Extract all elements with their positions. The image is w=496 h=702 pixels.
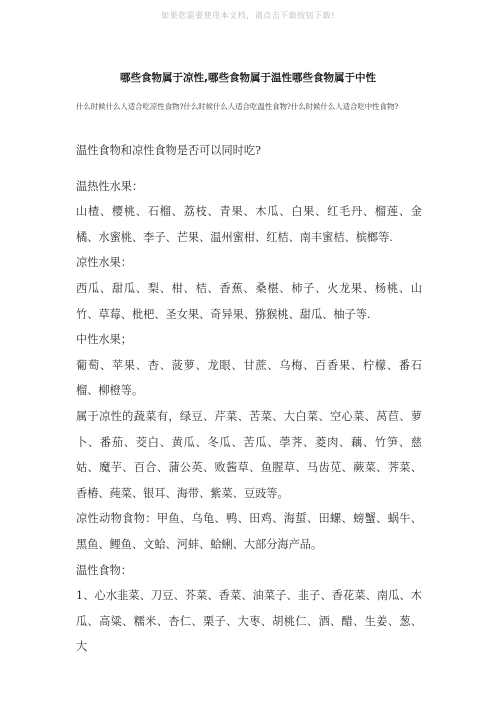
section-paragraph: 1、心水韭菜、刀豆、芥菜、香菜、油菜子、韭子、香花菜、南瓜、木瓜、高粱、糯米、杏仁、栗子、大枣、胡桃仁、酒、醋、生姜、葱、大 [76,589,422,654]
section-heading: 温热性水果： [76,179,144,193]
section-paragraph: 属于凉性的蔬菜有，绿豆、芹菜、苦菜、大白菜、空心菜、莴苣、萝卜、番茄、茭白、黄瓜、冬瓜、苦瓜、荸荠、菱肉、藕、竹笋、慈姑、魔芋、百合、蒲公英、败酱草、鱼腥草、马齿苋、蕨菜、荠菜、香椿、莼菜、银耳、海带、紫菜、豆豉等。 [76,409,422,500]
section-paragraph: 葡萄、苹果、杏、菠萝、龙眼、甘蔗、乌梅、百香果、柠檬、番石榴、柳橙等。 [76,358,422,398]
section-paragraph: 山楂、樱桃、石榴、荔枝、青果、木瓜、白果、红毛丹、榴莲、金橘、水蜜桃、李子、芒果、温州蜜柑、红桔、南丰蜜桔、槟榔等. [76,205,422,244]
section-paragraph: 西瓜、甜瓜、梨、柑、桔、香蕉、桑椹、柿子、火龙果、杨桃、山竹、草莓、枇杷、圣女果、奇异果、猕猴桃、甜瓜、柚子等. [76,281,422,321]
section-heading: 凉性水果： [76,256,132,270]
question-text: 什么时候什么人适合吃凉性食物?什么时候什么人适合吃温性食物?什么时候什么人适合吃中性食物? [76,102,399,111]
page-title: 哪些食物属于凉性,哪些食物属于温性哪些食物属于中性 [120,72,376,84]
section-heading: 温性食物： [76,563,132,577]
document-body [76,138,422,660]
section-paragraph: 凉性动物食物：甲鱼、乌龟、鸭、田鸡、海蜇、田螺、螃蟹、蜗牛、黑鱼、鲤鱼、文蛤、河蚌、蛤蜊、大部分海产品。 [76,512,422,551]
lead-paragraph: 温性食物和凉性食物是否可以同时吃? [76,144,261,157]
download-watermark: 如果您需要使用本文档，请点击下载按钮下载! [161,11,335,20]
section-heading: 中性水果； [76,333,132,347]
